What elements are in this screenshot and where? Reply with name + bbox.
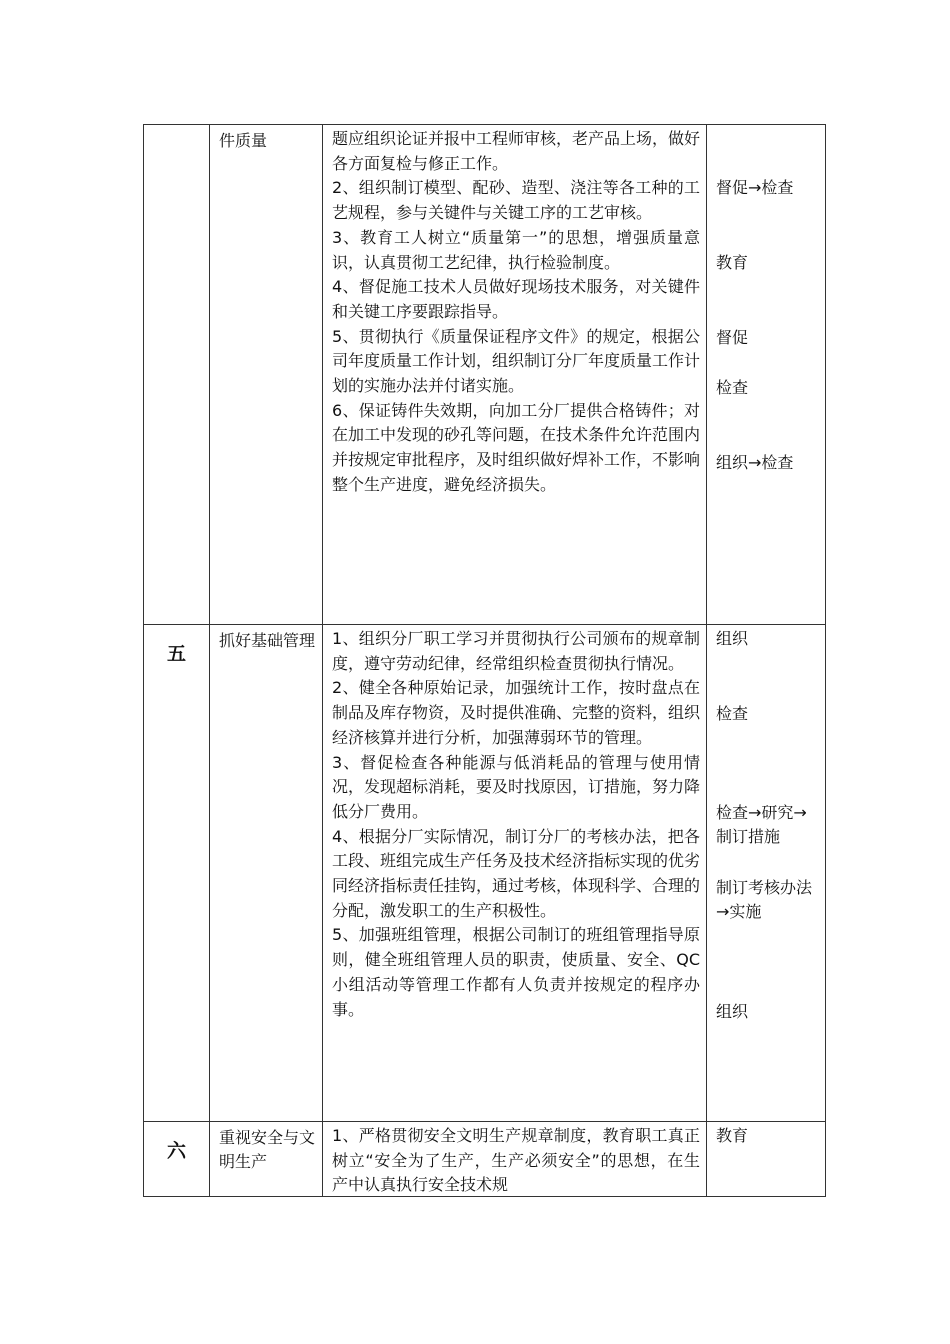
content-item: 题应组织论证并报中工程师审核，老产品上场，做好各方面复检与修正工作。 — [332, 129, 701, 173]
section-methods — [707, 1122, 826, 1197]
method-label: 督促 — [716, 328, 749, 347]
section-methods — [707, 625, 826, 1122]
content-item: 3、教育工人树立“质量第一”的思想，增强质量意识，认真贯彻工艺纪律，执行检验制度。 — [332, 227, 700, 272]
method-label: 教育 — [716, 253, 749, 272]
method-label: 教育 — [716, 1126, 749, 1145]
section-content — [323, 125, 707, 625]
work-plan-table — [143, 124, 826, 1197]
content-item: 6、保证铸件失效期，向加工分厂提供合格铸件；对在加工中发现的砂孔等问题，在技术条件允许范围内并按规定审批程序，及时组织做好焊补工作，不影响整个生产进度，避免经济损失。 — [332, 400, 701, 494]
table-row — [144, 625, 826, 1122]
table-row — [144, 1122, 826, 1197]
content-item: 4、根据分厂实际情况，制订分厂的考核办法，把各工段、班组完成生产任务及技术经济指标实现的优劣同经济指标责任挂钩，通过考核，体现科学、合理的分配，激发职工的生产积极性。 — [332, 826, 701, 920]
section-number — [144, 125, 210, 625]
method-label: 制订考核办法→实施 — [716, 878, 813, 921]
content-item: 2、组织制订模型、配砂、造型、浇注等各工种的工艺规程，参与关键件与关键工序的工艺审核。 — [332, 178, 700, 223]
method-label: 组织 — [716, 629, 749, 648]
content-item: 1、严格贯彻安全文明生产规章制度，教育职工真正树立“安全为了生产，生产必须安全”的思想，在生产中认真执行安全技术规 — [332, 1126, 700, 1195]
section-topic: 件质量 — [210, 125, 323, 625]
section-number: 五 — [144, 625, 210, 1122]
method-label: 检查→研究→制订措施 — [716, 803, 807, 846]
content-item: 3、督促检查各种能源与低消耗品的管理与使用情况，发现超标消耗，要及时找原因，订措施，努力降低分厂费用。 — [332, 752, 701, 821]
method-label: 组织 — [716, 1002, 749, 1021]
section-content — [323, 1122, 707, 1197]
content-item: 1、组织分厂职工学习并贯彻执行公司颁布的规章制度，遵守劳动纪律，经常组织检查贯彻执行情况。 — [332, 629, 700, 673]
method-label: 组织→检查 — [716, 453, 794, 472]
section-methods — [707, 125, 826, 625]
content-item: 2、健全各种原始记录，加强统计工作，按时盘点在制品及库存物资，及时提供准确、完整的资料，组织经济核算并进行分析，加强薄弱环节的管理。 — [332, 678, 701, 747]
method-label: 检查 — [716, 378, 749, 397]
section-content — [323, 625, 707, 1122]
section-topic: 抓好基础管理 — [210, 625, 323, 1122]
table-row — [144, 125, 826, 625]
method-label: 督促→检查 — [716, 178, 794, 197]
section-topic: 重视安全与文明生产 — [210, 1122, 323, 1197]
section-number: 六 — [144, 1122, 210, 1197]
content-item: 5、加强班组管理，根据公司制订的班组管理指导原则，健全班组管理人员的职责，使质量、安全、QC小组活动等管理工作都有人负责并按规定的程序办事。 — [332, 925, 700, 1019]
content-item: 4、督促施工技术人员做好现场技术服务，对关键件和关键工序要跟踪指导。 — [332, 277, 700, 321]
content-item: 5、贯彻执行《质量保证程序文件》的规定，根据公司年度质量工作计划，组织制订分厂年度质量工作计划的实施办法并付诸实施。 — [332, 326, 701, 396]
method-label: 检查 — [716, 704, 749, 723]
